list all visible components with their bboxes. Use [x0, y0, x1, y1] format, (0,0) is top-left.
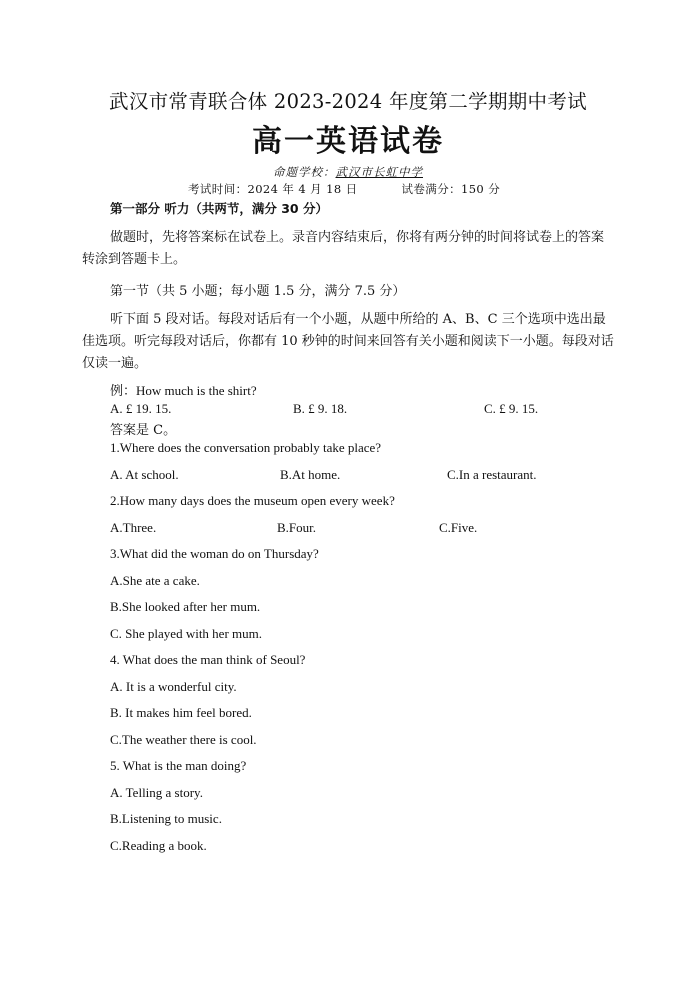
q1-option-a: A. At school.: [110, 467, 179, 482]
question-2: 2.How many days does the museum open every week?: [110, 493, 395, 508]
exam-time: 考试时间：2024 年 4 月 18 日: [188, 182, 358, 196]
exam-title-line: 武汉市常青联合体 2023-2024 年度第二学期期中考试: [109, 90, 587, 113]
example-question-text: How much is the shirt?: [136, 383, 257, 398]
example-option-c: C. £ 9. 15.: [484, 401, 539, 416]
q2-option-c: C.Five.: [439, 520, 478, 535]
q5-option-c: C.Reading a book.: [110, 838, 207, 853]
part1-intro: [82, 227, 616, 271]
example-option-a: A. £ 19. 15.: [110, 401, 172, 416]
setter-line: [0, 164, 696, 180]
q1-option-c: C.In a restaurant.: [447, 467, 537, 482]
example-question: [110, 380, 257, 399]
q2-option-a: A.Three.: [110, 520, 157, 535]
example-label: 例：: [110, 384, 137, 399]
part1-intro-text: 做题时，先将答案标在试卷上。录音内容结束后，你将有两分钟的时间将试卷上的答案转涂到答题卡上。: [82, 230, 605, 267]
q2-option-b: B.Four.: [277, 520, 317, 535]
exam-info-line: [188, 181, 500, 197]
part1-heading: 第一部分 听力（共两节，满分 30 分）: [110, 201, 328, 216]
q1-option-b: B.At home.: [280, 467, 341, 482]
question-1: 1.Where does the conversation probably take place?: [110, 440, 382, 455]
setter-school: 武汉市长虹中学: [335, 165, 423, 179]
section1-heading: 第一节（共 5 小题；每小题 1.5 分，满分 7.5 分）: [110, 284, 406, 299]
question-5: 5. What is the man doing?: [110, 758, 247, 773]
question-4: 4. What does the man think of Seoul?: [110, 652, 306, 667]
q4-option-a: A. It is a wonderful city.: [110, 679, 237, 694]
q4-option-c: C.The weather there is cool.: [110, 732, 257, 747]
q5-option-a: A. Telling a story.: [110, 785, 203, 800]
q3-option-a: A.She ate a cake.: [110, 573, 200, 588]
example-option-b: B. £ 9. 18.: [293, 401, 348, 416]
q3-option-c: C. She played with her mum.: [110, 626, 263, 641]
section1-directions-text: 听下面 5 段对话。每段对话后有一个小题，从题中所给的 A、B、C 三个选项中选出最佳选项。听完每段对话后，你都有 10 秒钟的时间来回答有关小题和阅读下一小题。每段对话仅读一遍。: [82, 312, 614, 371]
section1-directions: [82, 309, 616, 375]
q3-option-b: B.She looked after her mum.: [110, 599, 261, 614]
question-3: 3.What did the woman do on Thursday?: [110, 546, 319, 561]
exam-subtitle: 高一英语试卷: [252, 124, 444, 159]
setter-label: 命题学校：: [273, 165, 336, 179]
full-score: 试卷满分：150 分: [401, 182, 501, 196]
q5-option-b: B.Listening to music.: [110, 811, 222, 826]
q4-option-b: B. It makes him feel bored.: [110, 705, 252, 720]
example-answer: 答案是 C。: [110, 423, 177, 438]
